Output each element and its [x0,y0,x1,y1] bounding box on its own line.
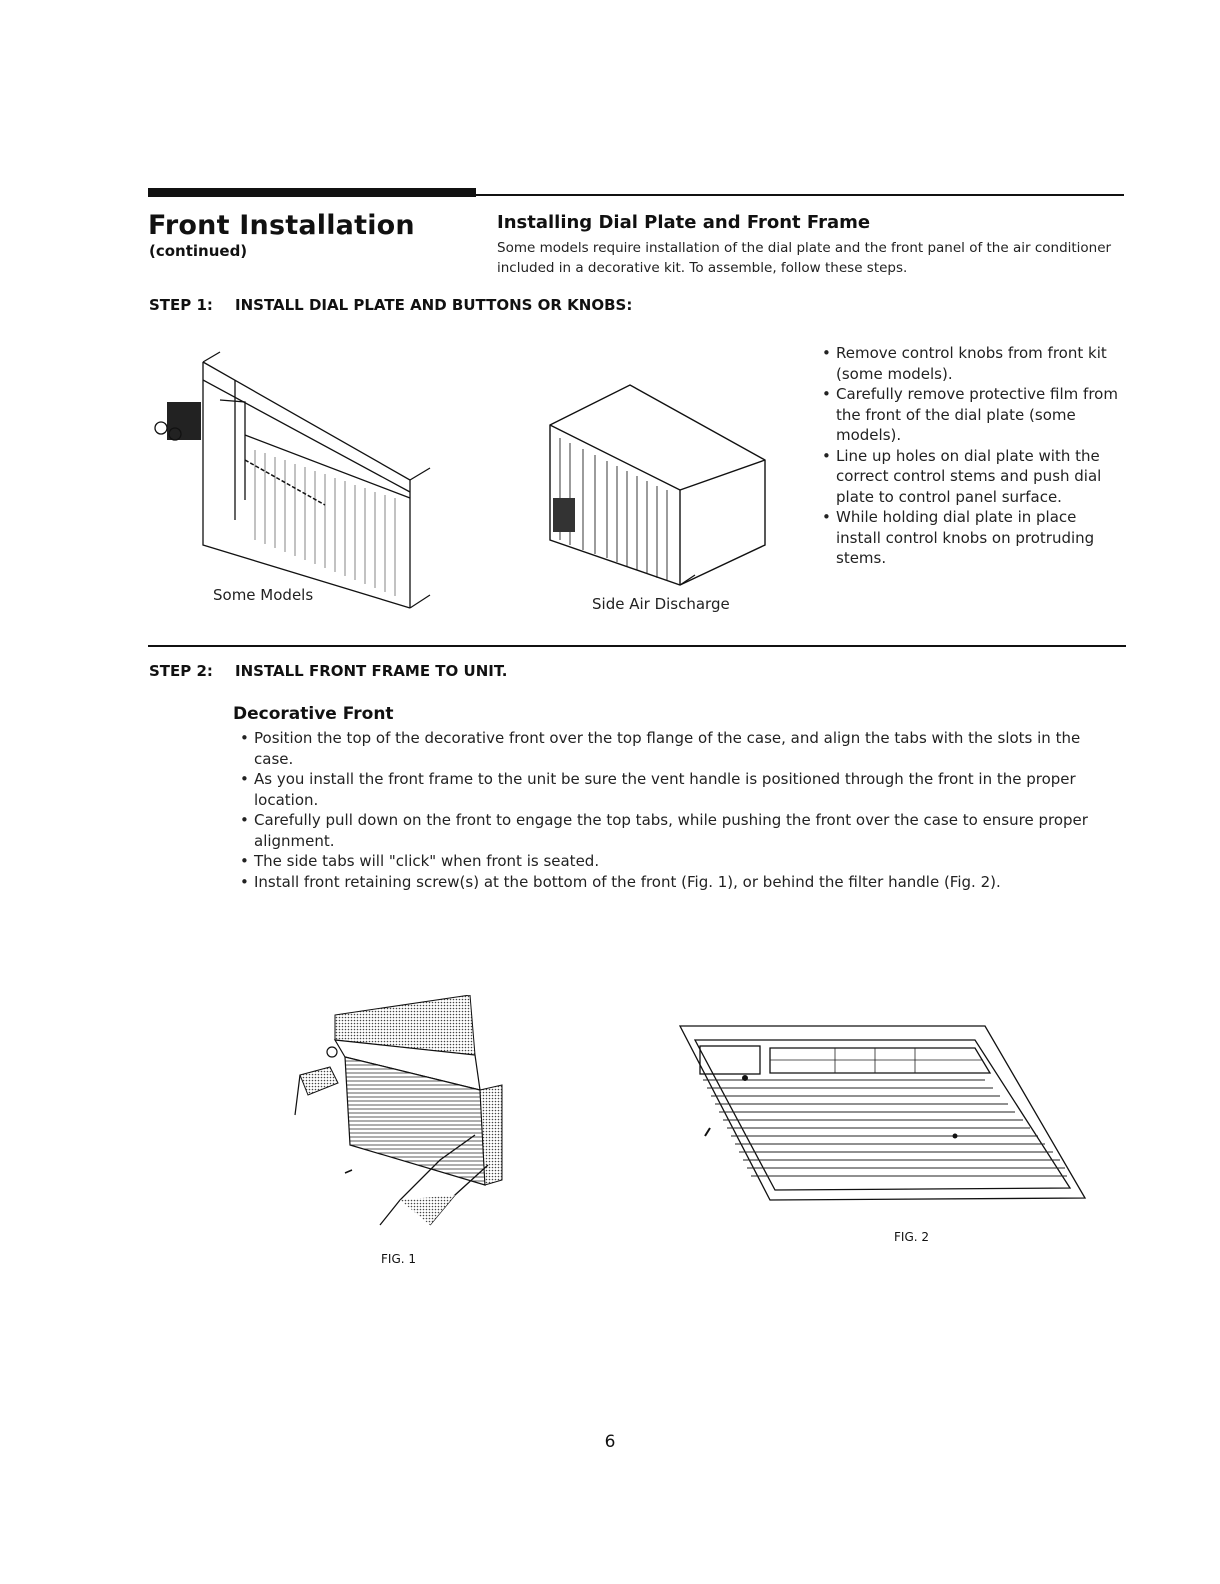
header-rule-thick [148,188,476,197]
list-item: • Remove control knobs from front kit (some models). [816,343,1126,384]
step2-number: STEP 2: [149,662,213,680]
decorative-front-heading: Decorative Front [233,704,394,724]
fig2-illustration [675,1018,1090,1208]
section-divider [148,645,1126,647]
list-item: • Line up holes on dial plate with the correct control stems and push dial plate to control panel surface. [816,446,1126,508]
header-rule-thin [476,194,1124,196]
list-item: • As you install the front frame to the unit be sure the vent handle is positioned through the front in the proper location. [233,769,1113,810]
step2-bullets [233,728,1113,892]
page-number: 6 [604,1432,616,1452]
step1-bullets [816,343,1126,569]
step2-label: INSTALL FRONT FRAME TO UNIT. [235,662,508,680]
step1-label: INSTALL DIAL PLATE AND BUTTONS OR KNOBS: [235,296,633,314]
list-item: • Carefully pull down on the front to engage the top tabs, while pushing the front over the case to ensure proper alignment. [233,810,1113,851]
list-item: • While holding dial plate in place install control knobs on protruding stems. [816,507,1126,569]
step1-heading [149,296,632,314]
page-subtitle: (continued) [149,242,248,260]
step1-number: STEP 1: [149,296,213,314]
caption-some-models: Some Models [213,586,314,604]
list-item: • Position the top of the decorative front over the top flange of the case, and align the tabs with the slots in the case. [233,728,1113,769]
caption-side-air-discharge: Side Air Discharge [592,595,730,613]
fig2-caption: FIG. 2 [894,1230,930,1244]
fig1-caption: FIG. 1 [381,1252,417,1266]
side-discharge-illustration [545,380,775,590]
dial-plate-illustration [145,340,445,615]
list-item: • Install front retaining screw(s) at the bottom of the front (Fig. 1), or behind the filter handle (Fig. 2). [233,872,1113,893]
fig1-illustration [290,995,510,1230]
section-intro: Some models require installation of the dial plate and the front panel of the air conditioner included in a decorative kit. To assemble, follow these steps. [497,240,1112,276]
list-item: • The side tabs will "click" when front is seated. [233,851,1113,872]
list-item: • Carefully remove protective film from the front of the dial plate (some models). [816,384,1126,446]
page-title: Front Installation [148,210,415,241]
step2-heading [149,662,507,680]
section-title: Installing Dial Plate and Front Frame [497,212,871,233]
